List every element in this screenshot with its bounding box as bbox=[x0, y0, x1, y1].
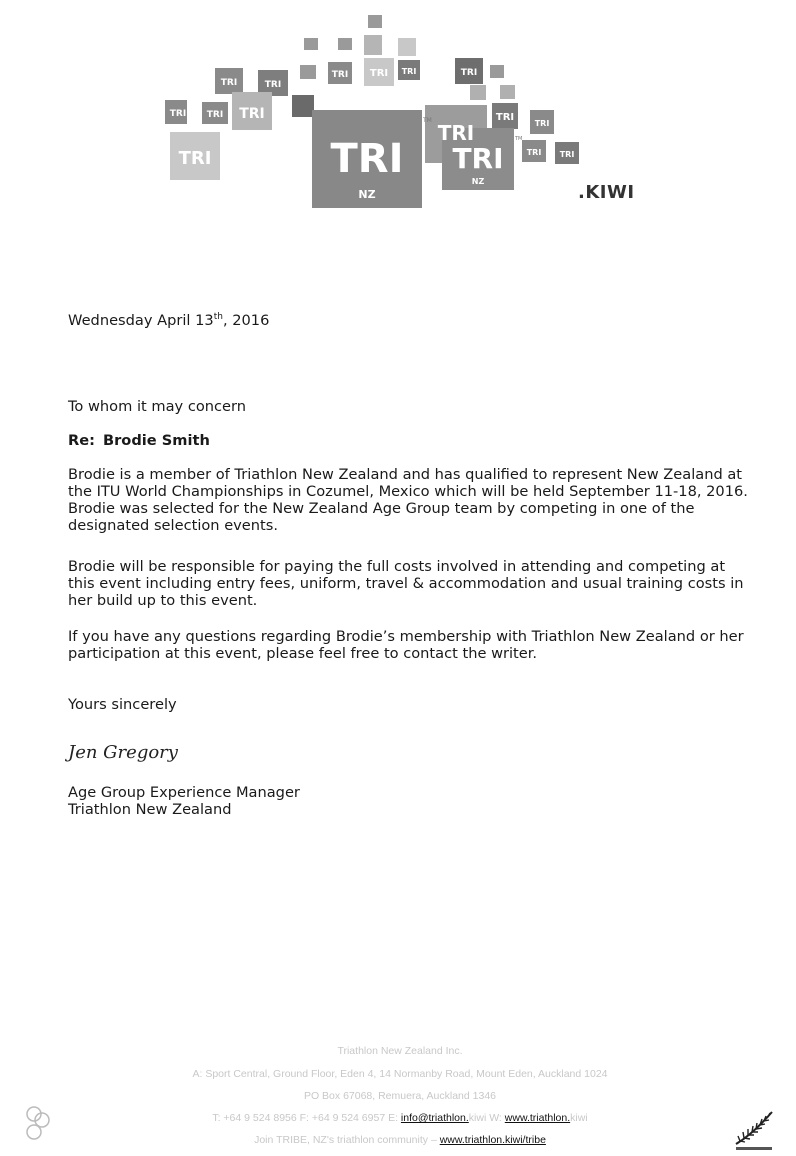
svg-text:TRI: TRI bbox=[452, 142, 504, 175]
footer-org: Triathlon New Zealand Inc. bbox=[337, 1045, 463, 1057]
paragraph-contact: If you have any questions regarding Brodie’s membership with Triathlon New Zealand or her participation at this event, please feel free to contact the writer. bbox=[68, 628, 744, 662]
svg-text:TRI: TRI bbox=[437, 121, 475, 145]
footer-contact: T: +64 9 524 8956 F: +64 9 524 6957 E: info@triathlon.kiwi W: www.triathlon.kiwi bbox=[212, 1112, 588, 1124]
svg-text:TRI: TRI bbox=[401, 67, 417, 76]
svg-text:TRI: TRI bbox=[526, 148, 542, 157]
svg-text:TRI: TRI bbox=[495, 112, 515, 123]
subject-label: Re: bbox=[68, 432, 95, 449]
silver-fern-icon bbox=[732, 1108, 776, 1152]
svg-text:TRI: TRI bbox=[369, 68, 389, 79]
paragraph-costs: Brodie will be responsible for paying the full costs involved in attending and competing at this event including entry fees, uniform, travel & accommodation and usual training costs in her build up to this event. bbox=[68, 558, 744, 609]
svg-text:NZ: NZ bbox=[358, 188, 376, 201]
svg-text:TRI: TRI bbox=[331, 70, 349, 80]
svg-text:TRI: TRI bbox=[239, 106, 265, 122]
signer-title: Age Group Experience Manager bbox=[68, 784, 300, 801]
olympic-rings-icon bbox=[20, 1102, 60, 1148]
svg-text:TRI: TRI bbox=[206, 110, 224, 120]
domain-kiwi-text: .KIWI bbox=[578, 182, 635, 203]
svg-text:TM: TM bbox=[515, 136, 523, 142]
tribe-link[interactable]: www.triathlon.kiwi/tribe bbox=[439, 1134, 546, 1146]
footer-po-box: PO Box 67068, Remuera, Auckland 1346 bbox=[303, 1090, 497, 1102]
svg-text:TRI: TRI bbox=[534, 119, 550, 128]
svg-text:TRI: TRI bbox=[264, 80, 282, 90]
paragraph-membership: Brodie is a member of Triathlon New Zealand and has qualified to represent New Zealand at the ITU World Championships in Cozumel, Mexico which will be held September 11-18, 2016. Brodie was selected for the New Zealand Age Group team by competing in one of the designated selection events. bbox=[68, 466, 748, 534]
subject-name: Brodie Smith bbox=[102, 432, 210, 449]
subject-line bbox=[68, 432, 748, 449]
svg-text:TRI: TRI bbox=[330, 136, 404, 182]
footer-address: A: Sport Central, Ground Floor, Eden 4, 14 Normanby Road, Mount Eden, Auckland 1024 bbox=[192, 1068, 608, 1080]
letter-date: Wednesday April 13th, 2016 bbox=[68, 312, 270, 329]
svg-text:TRI: TRI bbox=[220, 78, 238, 88]
svg-text:TRI: TRI bbox=[178, 148, 212, 169]
footer-tribe: Join TRIBE, NZ's triathlon community – www.triathlon.kiwi/tribe bbox=[254, 1134, 546, 1146]
website-link[interactable]: www.triathlon. bbox=[504, 1112, 571, 1124]
triathlon-nz-logo bbox=[160, 10, 650, 215]
svg-text:NZ: NZ bbox=[471, 177, 485, 186]
tri-tiles-icon bbox=[160, 10, 650, 215]
email-link[interactable]: info@triathlon. bbox=[400, 1112, 469, 1124]
svg-text:TRI: TRI bbox=[169, 109, 187, 119]
svg-text:TM: TM bbox=[423, 117, 432, 124]
salutation: To whom it may concern bbox=[68, 398, 247, 415]
signature: Jen Gregory bbox=[68, 742, 178, 763]
signer-organization: Triathlon New Zealand bbox=[68, 801, 232, 818]
svg-text:TRI: TRI bbox=[559, 150, 575, 159]
closing: Yours sincerely bbox=[68, 696, 177, 713]
svg-text:TRI: TRI bbox=[460, 68, 478, 78]
